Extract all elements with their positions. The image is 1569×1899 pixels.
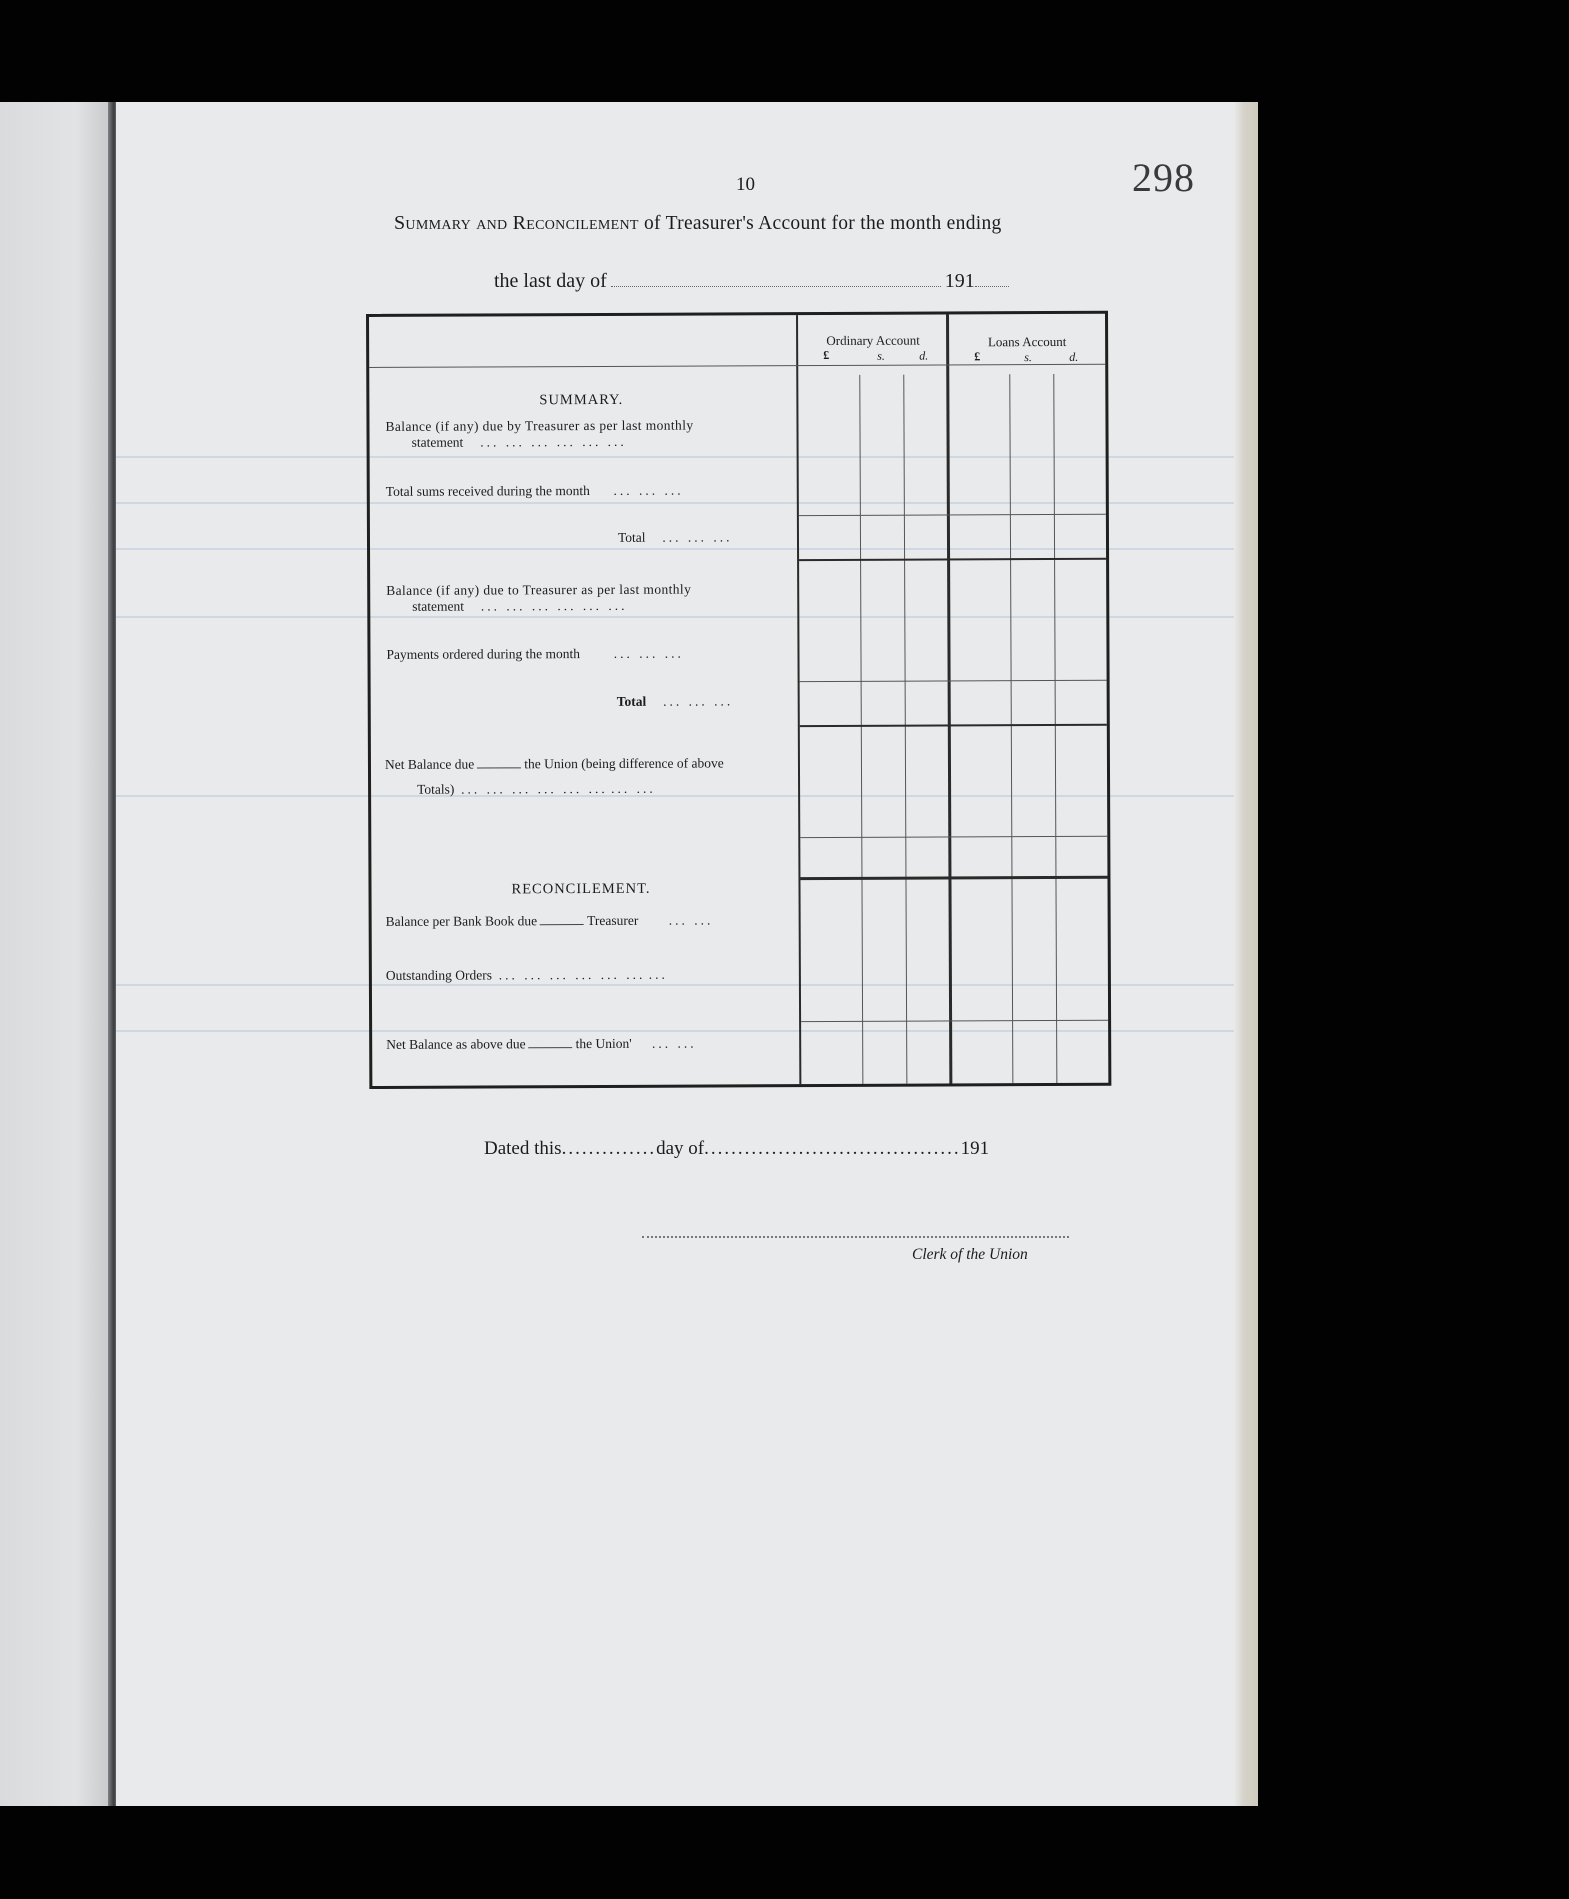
- date-blank: [611, 272, 941, 287]
- year-blank: [975, 272, 1009, 287]
- account-divider: [946, 314, 952, 1083]
- total-row-1: Total ... ... ...: [617, 529, 733, 545]
- ordinary-account-header: Ordinary Account: [826, 332, 920, 348]
- reconcilement-title: RECONCILEMENT.: [511, 880, 651, 898]
- shillings-header: s.: [877, 348, 885, 363]
- dated-line: Dated this..............day of......................................191: [484, 1138, 990, 1159]
- pence-header: d.: [919, 348, 929, 363]
- balance-due-to-treasurer: Balance (if any) due to Treasurer as per last monthly: [386, 581, 692, 598]
- pounds-header: £: [823, 347, 830, 363]
- total-rule: [799, 558, 1106, 561]
- column-divider: [1053, 374, 1057, 1083]
- heading-and: and: [476, 212, 508, 234]
- heading-reconcilement: Reconcilement: [512, 212, 639, 234]
- shillings-header: s.: [1024, 350, 1032, 365]
- heading-summary: Summary: [394, 212, 472, 234]
- loans-account-header: Loans Account: [987, 333, 1067, 350]
- description-divider: [796, 315, 801, 1084]
- totals-label: Totals) ... ... ... ... ... ... ... ...: [417, 780, 656, 797]
- account-table: [366, 311, 1111, 1089]
- page-right-edge: [1234, 102, 1258, 1806]
- date-line-year: 191: [944, 270, 975, 292]
- outstanding-orders: Outstanding Orders ... ... ... ... ... ... ...: [385, 966, 668, 983]
- total-rule: [799, 514, 1106, 516]
- net-balance-due: Net Balance due the Union (being difference of above: [384, 755, 724, 772]
- page-number: 10: [736, 174, 755, 195]
- pence-header: d.: [1069, 349, 1079, 364]
- total-rule: [800, 680, 1107, 682]
- document-page: [116, 102, 1258, 1806]
- summary-title: SUMMARY.: [539, 391, 624, 409]
- month-ending-line: [494, 270, 1009, 293]
- total-rule: [800, 724, 1107, 727]
- left-page-edge: [0, 102, 108, 1806]
- pounds-header: £: [974, 349, 981, 364]
- net-balance-as-above: Net Balance as above due the Union' ... ...: [386, 1035, 697, 1052]
- column-divider: [903, 375, 907, 1084]
- balance-due-by-treasurer: Balance (if any) due by Treasurer as per last monthly: [385, 417, 694, 434]
- section-rule: [800, 876, 1107, 880]
- form-heading: [394, 212, 1002, 235]
- total-sums-received: Total sums received during the month ... ... ...: [385, 482, 684, 499]
- total-row-2: Total ... ... ...: [616, 693, 734, 709]
- signature-line: [642, 1236, 1069, 1238]
- heading-rest: of Treasurer's Account for the month ending: [643, 213, 1002, 234]
- column-divider: [859, 375, 863, 1084]
- column-divider: [1009, 374, 1013, 1083]
- statement-label: statement ... ... ... ... ... ...: [411, 433, 627, 450]
- total-rule: [801, 1020, 1108, 1022]
- header-rule: [369, 364, 1105, 368]
- clerk-signature-label: Clerk of the Union: [912, 1246, 1028, 1263]
- folio-number: 298: [1132, 155, 1195, 200]
- statement-label: statement ... ... ... ... ... ...: [412, 597, 628, 614]
- balance-per-bank-book: Balance per Bank Book due Treasurer ... ...: [385, 912, 714, 929]
- payments-ordered: Payments ordered during the month ... ... ...: [386, 645, 684, 662]
- date-line-prefix: the last day of: [494, 270, 607, 292]
- total-rule: [800, 836, 1107, 838]
